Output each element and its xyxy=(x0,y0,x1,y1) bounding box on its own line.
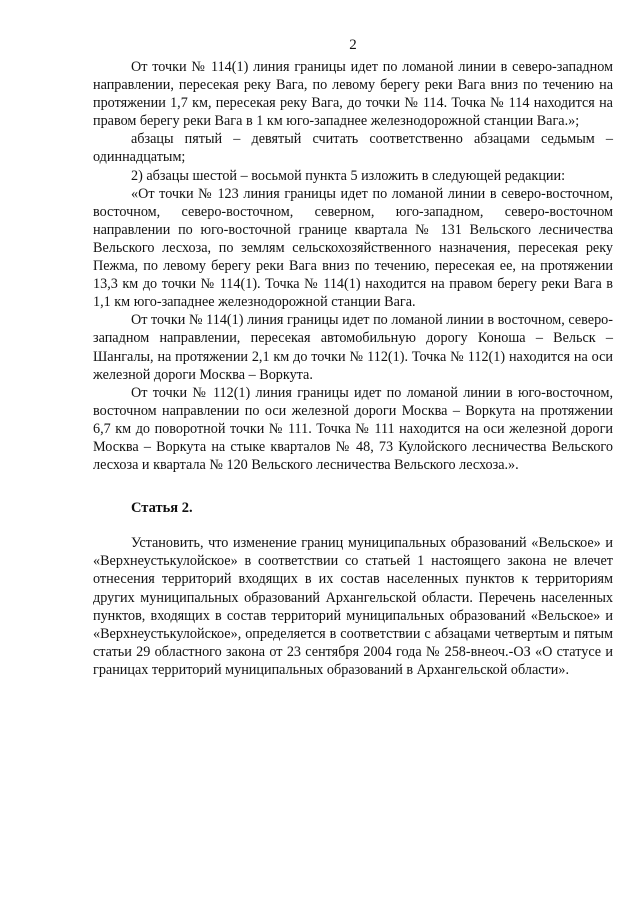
page-number: 2 xyxy=(349,37,357,53)
article-2-heading: Статья 2. xyxy=(131,500,193,517)
paragraph-point-112-1: От точки № 112(1) линия границы идет по ломаной линии в юго-восточном, восточном направлении по оси железной дороги Москва – Воркута на протяжении 6,7 км до поворотной точки № 111. Точка № 111 находится на оси железной дороги Москва – Воркута на стыке кварталов № 48, 73 Кулойского лесничества Вельского лесхоза и квартала № 120 Вельского лесничества Вельского лесхоза.». xyxy=(93,384,613,474)
paragraph-article-2-text: Установить, что изменение границ муниципальных образований «Вельское» и «Верхнеустькулойское» в соответствии со статьей 1 настоящего закона не влечет отнесения территорий входящих в их состав населенных пунктов к территориям других муниципальных образований Архангельской области. Перечень населенных пунктов, входящих в состав территорий муниципальных образований «Вельское» и «Верхнеустькулойское», определяется в соответствии с абзацами четвертым и пятым статьи 29 областного закона от 23 сентября 2004 года № 258-внеоч.-ОЗ «О статусе и границах территорий муниципальных образований в Архангельской области». xyxy=(93,535,613,678)
paragraph-point-123: «От точки № 123 линия границы идет по ломаной линии в северо-восточном, восточном, северо-восточном, северном, юго-западном, северо-восточном направлении по юго-восточной границе квартала № 131 Вельского лесничества Вельского лесхоза, по землям сельскохозяйственного назначения, пересекая реку Пежма, по левому берегу реки Вага вниз по течению, пересекая ее, на протяжении 13,3 км до точки № 114(1). Точка № 114(1) находится на правом берегу реки Вага в 1,1 км юго-западнее железнодорожной станции Вага. xyxy=(93,185,613,311)
document-page xyxy=(93,36,613,679)
paragraph-point-114-1-northwest: От точки № 114(1) линия границы идет по ломаной линии в северо-западном направлении, пересекая реку Вага, по левому берегу реки Вага вниз по течению на протяжении 1,7 км, пересекая реку Вага, до точки № 114. Точка № 114 находится на правом берегу реки Вага в 1 км юго-западнее железнодорожной станции Вага.»; xyxy=(93,59,613,130)
paragraph-amend-item-5: 2) абзацы шестой – восьмой пункта 5 изложить в следующей редакции: xyxy=(131,167,566,184)
paragraph-renumber-clauses: абзацы пятый – девятый считать соответственно абзацами седьмым – одиннадцатым; xyxy=(93,131,613,166)
paragraph-point-114-1-east: От точки № 114(1) линия границы идет по ломаной линии в восточном, северо-западном направлении, пересекая автомобильную дорогу Коноша – Вельск – Шангалы, на протяжении 2,1 км до точки № 112(1). Точка № 112(1) находится на оси железной дороги Москва – Воркута. xyxy=(93,312,613,383)
